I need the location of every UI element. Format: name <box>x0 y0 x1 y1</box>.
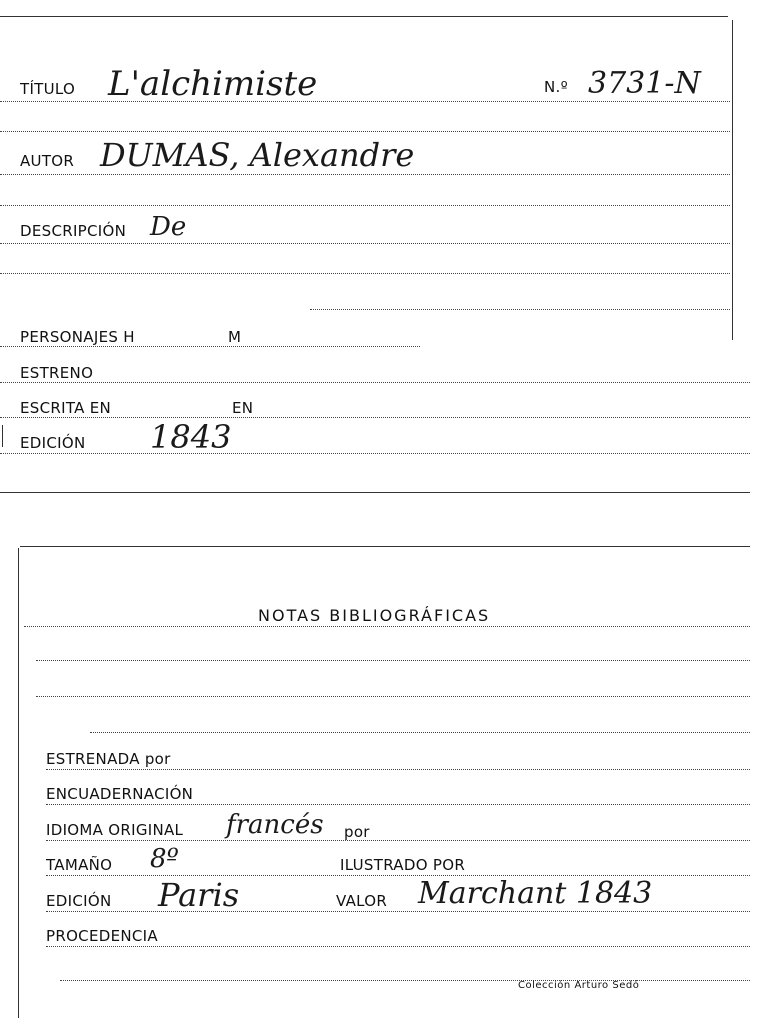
estrenada-label: ESTRENADA por <box>46 750 171 768</box>
card-top-border <box>0 16 728 17</box>
valor-value: Marchant 1843 <box>418 876 653 911</box>
edicion-value: 1843 <box>150 418 232 456</box>
autor-value: DUMAS, Alexandre <box>100 136 415 174</box>
estreno-label: ESTRENO <box>20 364 94 382</box>
descripcion-value: De <box>150 212 187 242</box>
estrenada-rule <box>46 769 750 770</box>
descripcion-rule-2 <box>0 273 730 274</box>
ilustrado-label: ILUSTRADO POR <box>340 856 466 874</box>
descripcion-rule-3 <box>310 309 730 310</box>
separator-rule-1 <box>0 131 730 132</box>
autor-rule <box>0 174 730 175</box>
titulo-rule <box>0 101 730 102</box>
descripcion-label: DESCRIPCIÓN <box>20 222 127 240</box>
valor-label: VALOR <box>336 892 388 910</box>
personajes-rule <box>0 346 420 347</box>
idioma-value: francés <box>226 810 324 840</box>
escrita-rule <box>0 417 750 418</box>
back-top-border <box>20 546 750 547</box>
card-bottom-border <box>0 492 750 493</box>
notas-rule-2 <box>36 660 750 661</box>
personajes-label: PERSONAJES H <box>20 328 135 346</box>
notas-rule-3 <box>36 696 750 697</box>
titulo-label: TÍTULO <box>20 80 76 98</box>
card-right-border <box>732 20 733 340</box>
edicion-back-label: EDICIÓN <box>46 892 112 910</box>
escrita-label: ESCRITA EN <box>20 399 112 417</box>
notas-rule-4 <box>90 732 750 733</box>
notas-rule <box>24 626 750 627</box>
edicion-rule <box>0 453 750 454</box>
idioma-por-label: por <box>344 823 370 841</box>
encuadernacion-rule <box>46 804 750 805</box>
tamano-label: TAMAÑO <box>46 856 113 874</box>
procedencia-rule <box>46 946 750 947</box>
card-left-mark <box>2 425 3 447</box>
titulo-value: L'alchimiste <box>108 64 318 104</box>
numero-label: N.º <box>544 78 568 96</box>
idioma-rule <box>46 840 750 841</box>
encuadernacion-label: ENCUADERNACIÓN <box>46 785 194 803</box>
back-left-border <box>18 548 19 1018</box>
edicion-back-rule <box>46 911 750 912</box>
notas-heading: NOTAS BIBLIOGRÁFICAS <box>258 606 491 625</box>
tamano-value: 8º <box>150 844 179 874</box>
procedencia-label: PROCEDENCIA <box>46 927 158 945</box>
procedencia-rule-2 <box>60 980 750 981</box>
separator-rule-2 <box>0 205 730 206</box>
catalog-card-front <box>0 0 759 493</box>
coleccion-stamp: Colección Arturo Sedó <box>518 980 640 991</box>
descripcion-rule <box>0 243 730 244</box>
idioma-label: IDIOMA ORIGINAL <box>46 821 184 839</box>
catalog-card-back <box>0 540 759 1028</box>
estreno-rule <box>0 382 750 383</box>
personajes-m-label: M <box>228 328 242 346</box>
edicion-label: EDICIÓN <box>20 434 86 452</box>
escrita-en-label: EN <box>232 399 254 417</box>
autor-label: AUTOR <box>20 152 75 170</box>
edicion-back-value: Paris <box>158 876 240 914</box>
numero-value: 3731-N <box>588 66 701 101</box>
